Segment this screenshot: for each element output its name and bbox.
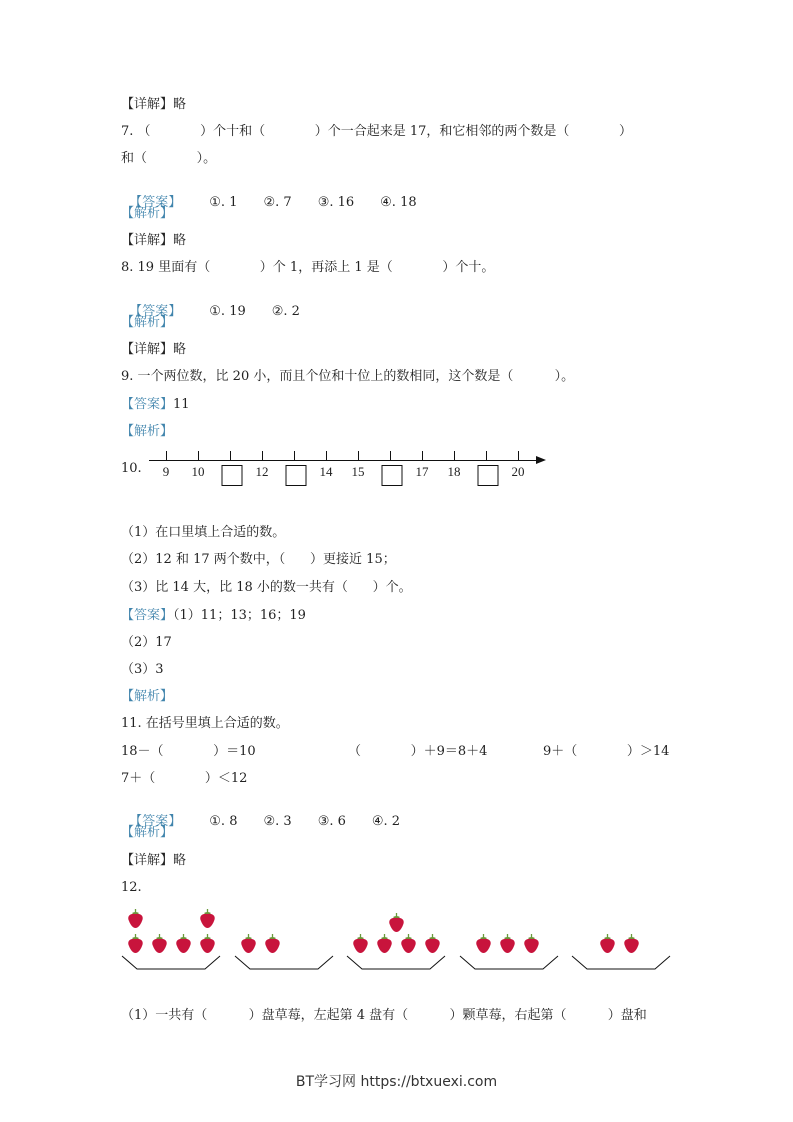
answer-item: ①. 1 xyxy=(209,195,238,210)
number-line-tick xyxy=(166,451,167,460)
q7-detail xyxy=(121,233,186,249)
q11-detail xyxy=(121,853,186,869)
q12-sub1: （1）一共有（ ）盘草莓，左起第 4 盘有（ ）颗草莓，右起第（ ）盘和 xyxy=(121,1008,647,1023)
number-line-tick xyxy=(486,451,487,460)
answer-item: ①. 19 xyxy=(209,304,246,319)
q7-analysis-label: 【解析】 xyxy=(121,206,174,221)
answer-label: 【答案】 xyxy=(129,814,182,829)
detail-label: 【详解】 xyxy=(121,97,174,112)
arrow-right-icon xyxy=(536,456,546,464)
plate-outline xyxy=(121,905,221,975)
q11-eq4: 7＋（ ）＜12 xyxy=(121,771,248,786)
q10-answer3: （3）3 xyxy=(121,662,164,677)
answer-item: ④. 18 xyxy=(380,195,417,210)
detail-label: 【详解】 xyxy=(121,233,174,248)
detail-text: 略 xyxy=(173,342,187,357)
detail-text: 略 xyxy=(173,97,187,112)
answer-label: 【答案】 xyxy=(121,397,174,412)
q10-number: 10. xyxy=(121,461,142,476)
answer-label: 【答案】 xyxy=(121,608,174,623)
answer-label: 【答案】 xyxy=(129,304,182,319)
strawberry-plate xyxy=(234,905,334,975)
number-line-tick xyxy=(326,451,327,460)
number-line-label: 9 xyxy=(162,464,170,479)
q11-analysis-label: 【解析】 xyxy=(121,825,174,840)
number-line-label: 20 xyxy=(511,464,525,479)
q7-question-line1: 7. （ ）个十和（ ）个一合起来是 17，和它相邻的两个数是（ ） xyxy=(121,124,632,139)
q12-number: 12. xyxy=(121,880,142,895)
answer-value: （1）11；13；16；19 xyxy=(173,608,306,623)
number-line-tick xyxy=(198,451,199,460)
number-line-tick xyxy=(422,451,423,460)
q6-detail xyxy=(121,97,186,113)
number-line-label: 15 xyxy=(351,464,365,479)
q7-question-line2: 和（ ）。 xyxy=(121,151,217,166)
number-line-tick xyxy=(262,451,263,460)
number-line-label: 14 xyxy=(319,464,333,479)
strawberry-plate xyxy=(346,905,446,975)
answer-box[interactable] xyxy=(286,465,307,486)
answer-item: ③. 16 xyxy=(317,195,355,210)
number-line-tick xyxy=(230,451,231,460)
footer-watermark: BT学习网 https://btxuexi.com xyxy=(295,1074,498,1090)
answer-item: ③. 6 xyxy=(317,814,346,829)
detail-text: 略 xyxy=(173,233,187,248)
number-line-label: 18 xyxy=(447,464,461,479)
q9-answer xyxy=(121,397,190,413)
q11-question: 11. 在括号里填上合适的数。 xyxy=(121,716,289,731)
answer-item: ④. 2 xyxy=(371,814,401,829)
q10-sub1: （1）在口里填上合适的数。 xyxy=(121,525,286,540)
q10-sub2: （2）12 和 17 两个数中，（ ）更接近 15； xyxy=(121,552,396,567)
detail-label: 【详解】 xyxy=(121,342,174,357)
strawberry-plate xyxy=(459,905,559,975)
answer-item: ②. 2 xyxy=(271,304,300,319)
answer-box[interactable] xyxy=(478,465,499,486)
number-line-tick xyxy=(390,451,391,460)
q9-analysis-label: 【解析】 xyxy=(121,424,174,439)
answer-item: ②. 3 xyxy=(263,814,292,829)
strawberry-plate xyxy=(571,905,671,975)
number-line-tick xyxy=(358,451,359,460)
answer-item: ②. 7 xyxy=(263,195,292,210)
number-line-tick xyxy=(454,451,455,460)
q10-sub3: （3）比 14 大，比 18 小的数一共有（ ）个。 xyxy=(121,580,412,595)
q8-question: 8. 19 里面有（ ）个 1，再添上 1 是（ ）个十。 xyxy=(121,260,495,275)
q11-eq3: 9＋（ ）＞14 xyxy=(543,744,670,759)
strawberry-plate xyxy=(121,905,221,975)
plate-outline xyxy=(571,905,671,975)
q10-analysis-label: 【解析】 xyxy=(121,689,174,704)
q11-eq1: 18－（ ）＝10 xyxy=(121,744,256,759)
number-line-figure xyxy=(121,447,561,492)
q8-detail xyxy=(121,342,186,358)
q10-answer2: （2）17 xyxy=(121,635,172,650)
number-line-axis xyxy=(149,460,539,461)
number-line-label: 12 xyxy=(255,464,269,479)
plate-outline xyxy=(234,905,334,975)
answer-box[interactable] xyxy=(222,465,243,486)
detail-label: 【详解】 xyxy=(121,853,174,868)
number-line-tick xyxy=(294,451,295,460)
answer-value: 11 xyxy=(173,397,190,412)
q8-analysis-label: 【解析】 xyxy=(121,315,174,330)
answer-label: 【答案】 xyxy=(129,195,182,210)
q10-answer1 xyxy=(121,608,306,624)
detail-text: 略 xyxy=(173,853,187,868)
number-line-label: 17 xyxy=(415,464,429,479)
q11-eq2: （ ）＋9＝8＋4 xyxy=(348,744,488,759)
q9-question: 9. 一个两位数，比 20 小，而且个位和十位上的数相同，这个数是（ ）。 xyxy=(121,369,575,384)
answer-box[interactable] xyxy=(382,465,403,486)
answer-item: ①. 8 xyxy=(209,814,238,829)
strawberry-plates-figure xyxy=(121,905,681,975)
plate-outline xyxy=(459,905,559,975)
number-line-label: 10 xyxy=(191,464,205,479)
plate-outline xyxy=(346,905,446,975)
number-line-tick xyxy=(518,451,519,460)
